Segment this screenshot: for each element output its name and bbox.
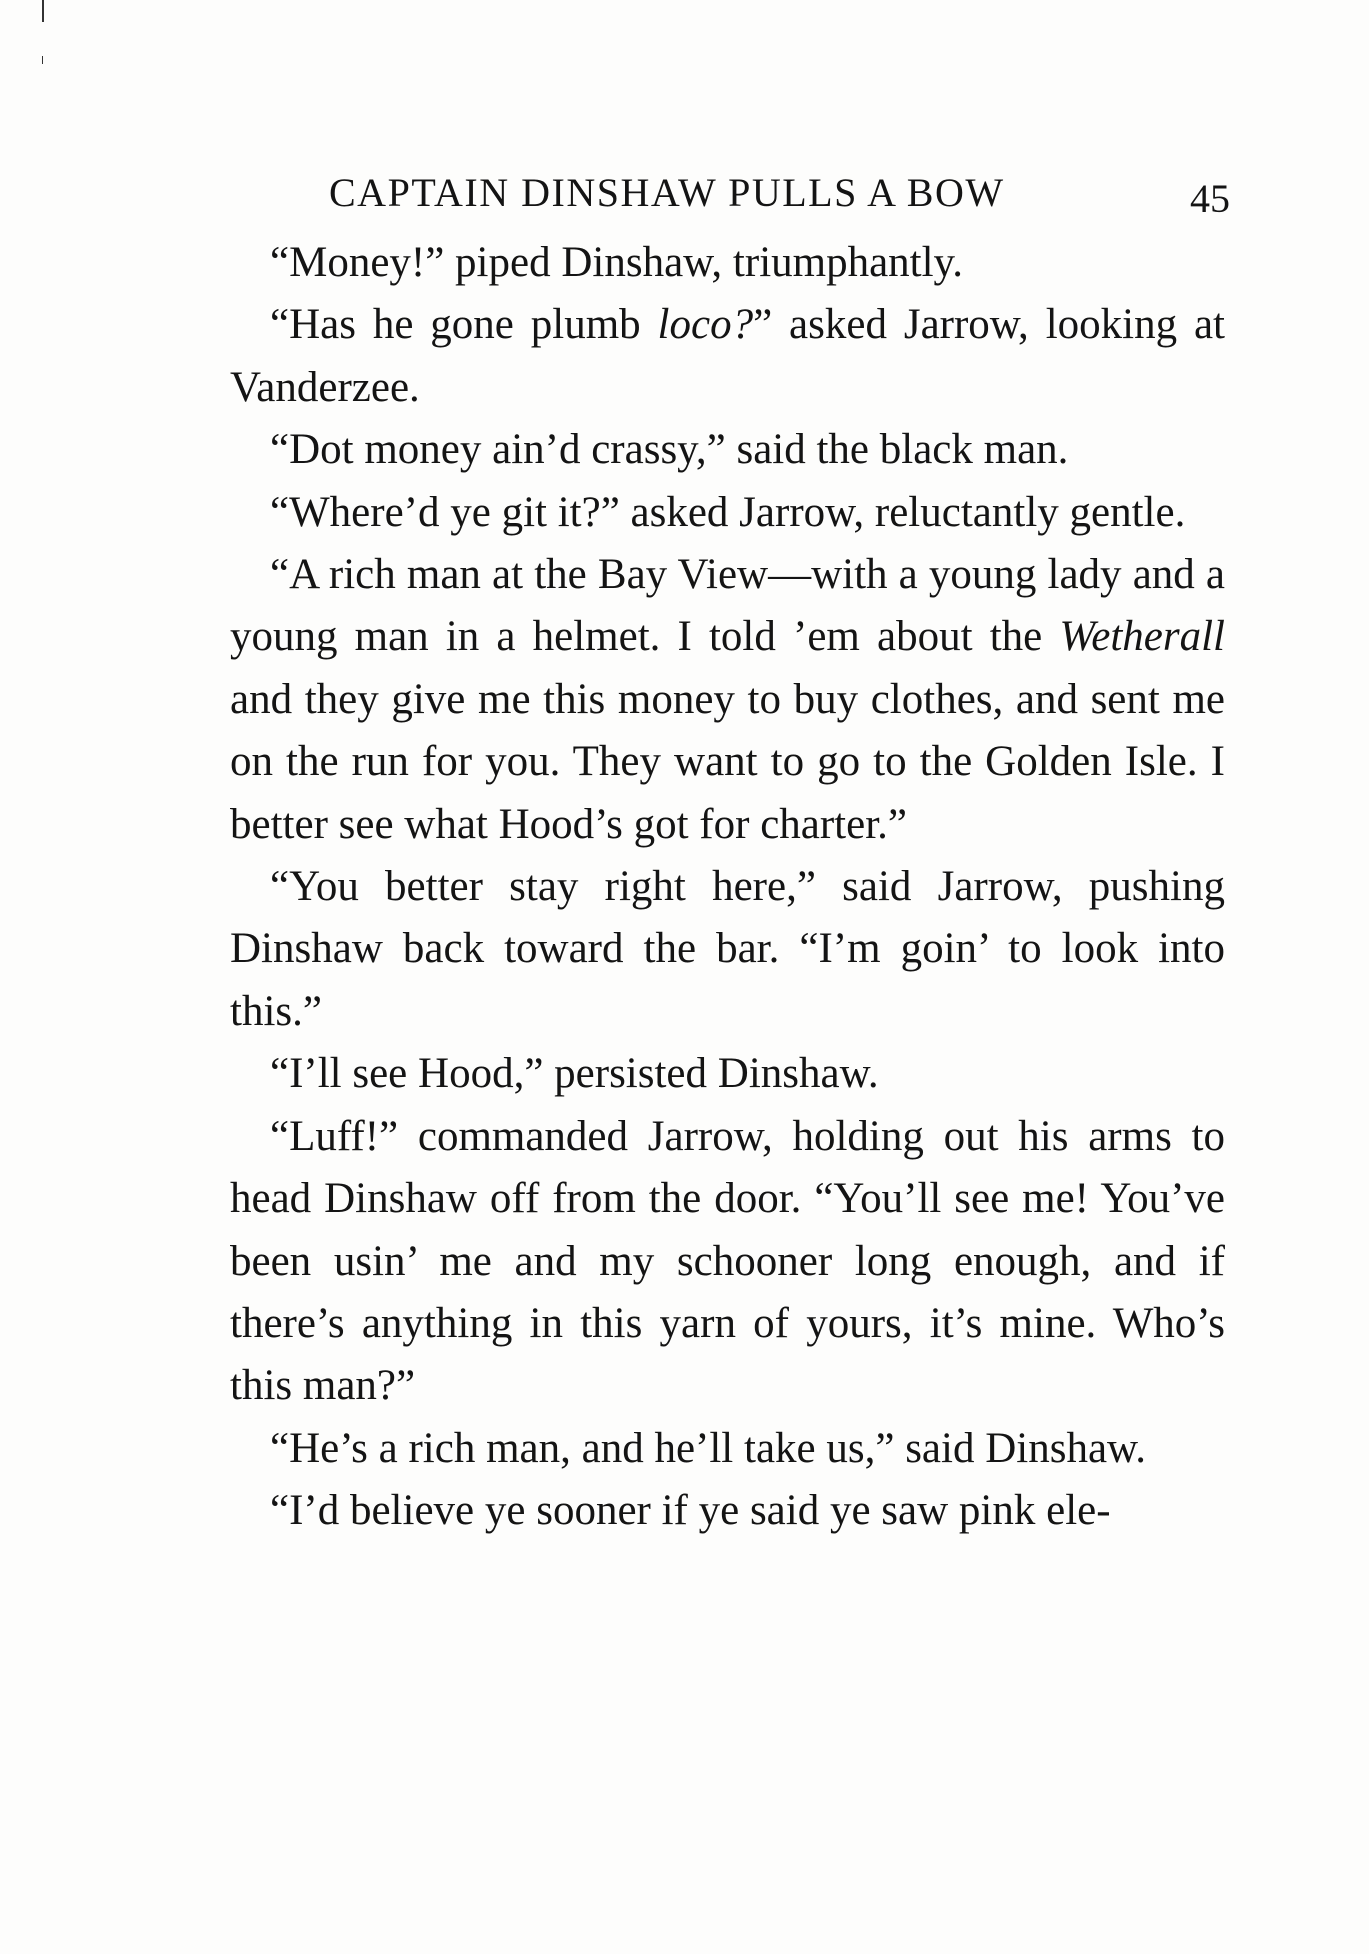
page-number: 45: [1190, 176, 1230, 221]
text-run: “Where’d ye git it?” asked Jarrow, reluctantly gentle.: [270, 488, 1186, 536]
paragraph: [230, 1480, 1225, 1542]
text-run: “He’s a rich man, and he’ll take us,” said Dinshaw.: [270, 1424, 1147, 1472]
text-run: “I’ll see Hood,” persisted Dinshaw.: [270, 1050, 879, 1098]
paragraph: [230, 1418, 1225, 1480]
paragraph: [230, 232, 1225, 294]
running-title: CAPTAIN DINSHAW PULLS A BOW: [329, 170, 1005, 215]
text-run: “Has he gone plumb: [270, 301, 658, 349]
text-run: “You better stay right here,” said Jarrow, pushing Dinshaw back toward the bar. “I’m goin’ to look into this.”: [230, 863, 1225, 1035]
scan-edge-mark: [42, 0, 44, 22]
italic-text: loco?: [657, 301, 754, 349]
text-run: “Money!” piped Dinshaw, triumphantly.: [270, 239, 964, 286]
italic-text: Wetherall: [1059, 613, 1225, 661]
paragraph: [230, 482, 1225, 544]
paragraph: [230, 856, 1225, 1043]
text-run: “Luff!” commanded Jarrow, holding out his arms to head Dinshaw off from the door. “You’ll see me! You’ve been usin’ me and my schooner long enough, and if there’s anything in this yarn of yours, it’s mine. Who’s this man?”: [230, 1112, 1225, 1410]
page-header: [230, 158, 1230, 228]
paragraph: [230, 544, 1225, 856]
paragraph: [230, 419, 1225, 481]
paragraph: [230, 1043, 1225, 1105]
paragraph: [230, 1106, 1225, 1418]
paragraph: [230, 294, 1225, 419]
text-run: “A rich man at the Bay View—with a young lady and a young man in a helmet. I told ’em about the: [230, 551, 1225, 661]
scan-edge-mark: [42, 56, 43, 64]
text-run: “I’d believe ye sooner if ye said ye saw pink ele-: [270, 1487, 1111, 1535]
text-run: and they give me this money to buy clothes, and sent me on the run for you. They want to go to the Golden Isle. I better see what Hood’s got for charter.”: [230, 675, 1225, 848]
body-text: [230, 232, 1225, 1543]
text-run: “Dot money ain’d crassy,” said the black man.: [270, 426, 1069, 474]
text-run: ” asked Jarrow, looking at Vanderzee.: [230, 301, 1225, 411]
